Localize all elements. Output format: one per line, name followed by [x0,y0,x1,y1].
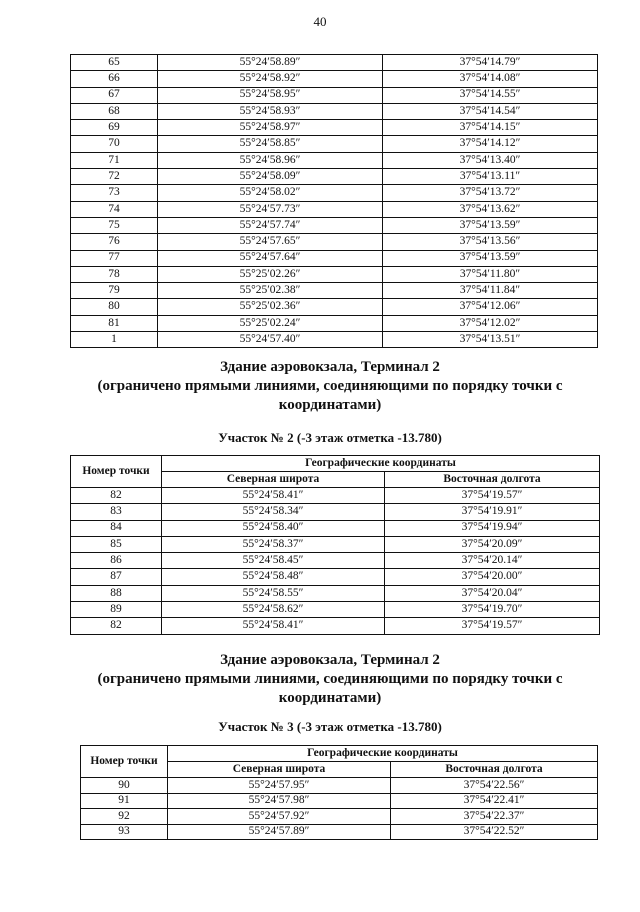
table-row [71,266,598,282]
point-number-cell: 66 [71,71,158,87]
table-row [71,299,598,315]
latitude-cell: 55°24′58.02″ [158,185,383,201]
column-header-longitude: Восточная долгота [391,762,598,778]
latitude-cell: 55°24′57.64″ [158,250,383,266]
point-number-cell: 88 [71,585,162,601]
latitude-cell: 55°24′58.55″ [162,585,385,601]
point-number-cell: 71 [71,152,158,168]
longitude-cell: 37°54′13.11″ [383,169,598,185]
table-row [71,103,598,119]
table-row [71,152,598,168]
table-row [71,71,598,87]
point-number-cell: 82 [71,488,162,504]
column-header-geo: Географические координаты [162,456,600,472]
longitude-cell: 37°54′13.72″ [383,185,598,201]
longitude-cell: 37°54′13.59″ [383,250,598,266]
latitude-cell: 55°24′58.96″ [158,152,383,168]
longitude-cell: 37°54′19.94″ [385,520,600,536]
latitude-cell: 55°24′58.85″ [158,136,383,152]
table-row [71,618,600,634]
section3-heading [40,651,620,708]
longitude-cell: 37°54′13.40″ [383,152,598,168]
longitude-cell: 37°54′20.09″ [385,536,600,552]
point-number-cell: 77 [71,250,158,266]
table-row [71,585,600,601]
latitude-cell: 55°24′58.41″ [162,488,385,504]
longitude-cell: 37°54′14.08″ [383,71,598,87]
longitude-cell: 37°54′14.15″ [383,120,598,136]
point-number-cell: 85 [71,536,162,552]
table-row [71,234,598,250]
longitude-cell: 37°54′20.14″ [385,553,600,569]
table-row [71,569,600,585]
column-header-longitude: Восточная долгота [385,472,600,488]
section2-heading-line2: (ограничено прямыми линиями, соединяющими по порядку точки с [97,378,563,394]
table-row [71,536,600,552]
longitude-cell: 37°54′13.62″ [383,201,598,217]
point-number-cell: 80 [71,299,158,315]
latitude-cell: 55°24′58.62″ [162,602,385,618]
longitude-cell: 37°54′19.70″ [385,602,600,618]
point-number-cell: 76 [71,234,158,250]
latitude-cell: 55°24′57.98″ [168,793,391,809]
point-number-cell: 84 [71,520,162,536]
table-row [81,793,598,809]
latitude-cell: 55°24′57.73″ [158,201,383,217]
latitude-cell: 55°25′02.24″ [158,315,383,331]
point-number-cell: 72 [71,169,158,185]
table-row [71,217,598,233]
table-row [71,87,598,103]
table-row [71,332,598,348]
longitude-cell: 37°54′12.06″ [383,299,598,315]
latitude-cell: 55°24′58.97″ [158,120,383,136]
section2-heading-line3: координатами) [278,397,382,413]
longitude-cell: 37°54′22.37″ [391,809,598,825]
longitude-cell: 37°54′20.00″ [385,569,600,585]
longitude-cell: 37°54′19.91″ [385,504,600,520]
section3-heading-line1: Здание аэровокзала, Терминал 2 [220,652,440,668]
point-number-cell: 1 [71,332,158,348]
point-number-cell: 92 [81,809,168,825]
latitude-cell: 55°24′58.92″ [158,71,383,87]
latitude-cell: 55°24′58.93″ [158,103,383,119]
table-row [71,315,598,331]
longitude-cell: 37°54′22.52″ [391,824,598,840]
longitude-cell: 37°54′11.84″ [383,283,598,299]
latitude-cell: 55°25′02.26″ [158,266,383,282]
point-number-cell: 75 [71,217,158,233]
longitude-cell: 37°54′14.12″ [383,136,598,152]
latitude-cell: 55°24′58.89″ [158,55,383,71]
coordinates-table-section3 [80,745,598,840]
table-row [71,201,598,217]
latitude-cell: 55°24′57.95″ [168,778,391,794]
point-number-cell: 81 [71,315,158,331]
point-number-cell: 78 [71,266,158,282]
longitude-cell: 37°54′19.57″ [385,488,600,504]
latitude-cell: 55°24′58.34″ [162,504,385,520]
longitude-cell: 37°54′13.51″ [383,332,598,348]
longitude-cell: 37°54′14.54″ [383,103,598,119]
latitude-cell: 55°24′58.37″ [162,536,385,552]
latitude-cell: 55°24′58.45″ [162,553,385,569]
longitude-cell: 37°54′14.79″ [383,55,598,71]
table-row [71,553,600,569]
point-number-cell: 91 [81,793,168,809]
latitude-cell: 55°25′02.36″ [158,299,383,315]
column-header-latitude: Северная широта [168,762,391,778]
point-number-cell: 70 [71,136,158,152]
latitude-cell: 55°24′58.95″ [158,87,383,103]
latitude-cell: 55°24′57.74″ [158,217,383,233]
latitude-cell: 55°24′57.92″ [168,809,391,825]
longitude-cell: 37°54′13.56″ [383,234,598,250]
page-number: 40 [313,14,327,29]
table-row [71,283,598,299]
latitude-cell: 55°24′58.48″ [162,569,385,585]
table3-body [81,778,598,840]
table-row [71,120,598,136]
table-row [71,602,600,618]
column-header-geo: Географические координаты [168,746,598,762]
latitude-cell: 55°25′02.38″ [158,283,383,299]
table-row [81,778,598,794]
point-number-cell: 89 [71,602,162,618]
longitude-cell: 37°54′22.56″ [391,778,598,794]
longitude-cell: 37°54′20.04″ [385,585,600,601]
section3-heading-line2: (ограничено прямыми линиями, соединяющими по порядку точки с [97,671,563,687]
point-number-cell: 74 [71,201,158,217]
point-number-cell: 83 [71,504,162,520]
longitude-cell: 37°54′22.41″ [391,793,598,809]
table-row [71,520,600,536]
section2-heading [40,358,620,415]
column-header-latitude: Северная широта [162,472,385,488]
table-row [71,185,598,201]
point-number-cell: 68 [71,103,158,119]
coordinates-table-section2 [70,455,600,635]
column-header-point-number: Номер точки [81,746,168,778]
point-number-cell: 93 [81,824,168,840]
table-row [71,504,600,520]
point-number-cell: 86 [71,553,162,569]
section3-heading-line3: координатами) [278,690,382,706]
point-number-cell: 65 [71,55,158,71]
longitude-cell: 37°54′13.59″ [383,217,598,233]
table-row [71,488,600,504]
point-number-cell: 79 [71,283,158,299]
latitude-cell: 55°24′57.40″ [158,332,383,348]
section2-heading-line1: Здание аэровокзала, Терминал 2 [220,359,440,375]
coordinates-table-continued [70,54,598,348]
point-number-cell: 82 [71,618,162,634]
table1-body [71,55,598,348]
point-number-cell: 73 [71,185,158,201]
table-row [81,809,598,825]
point-number-cell: 69 [71,120,158,136]
point-number-cell: 87 [71,569,162,585]
section3-subheading: Участок № 3 (-3 этаж отметка -13.780) [218,719,442,734]
table-row [71,136,598,152]
table-row [71,55,598,71]
table-row [71,250,598,266]
point-number-cell: 67 [71,87,158,103]
section2-subheading: Участок № 2 (-3 этаж отметка -13.780) [218,430,442,445]
point-number-cell: 90 [81,778,168,794]
table-row [71,169,598,185]
column-header-point-number: Номер точки [71,456,162,488]
longitude-cell: 37°54′19.57″ [385,618,600,634]
latitude-cell: 55°24′58.41″ [162,618,385,634]
longitude-cell: 37°54′11.80″ [383,266,598,282]
table-row [81,824,598,840]
latitude-cell: 55°24′58.09″ [158,169,383,185]
longitude-cell: 37°54′14.55″ [383,87,598,103]
latitude-cell: 55°24′57.65″ [158,234,383,250]
table2-body [71,488,600,635]
longitude-cell: 37°54′12.02″ [383,315,598,331]
latitude-cell: 55°24′58.40″ [162,520,385,536]
latitude-cell: 55°24′57.89″ [168,824,391,840]
